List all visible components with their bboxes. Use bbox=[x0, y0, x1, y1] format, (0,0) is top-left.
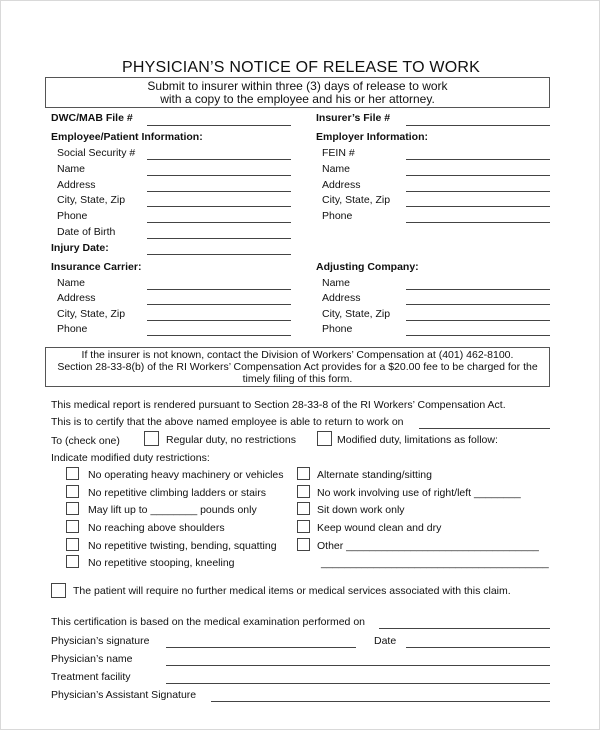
certification-basis-label: This certification is based on the medical examination performed on bbox=[51, 616, 365, 628]
restriction-checkbox[interactable] bbox=[66, 538, 79, 551]
no-further-medical-label: The patient will require no further medical items or medical services associated with this claim. bbox=[73, 585, 511, 597]
employee-city-field[interactable] bbox=[147, 206, 291, 207]
treatment-facility-label: Treatment facility bbox=[51, 671, 131, 683]
employer-name-label: Name bbox=[322, 163, 351, 175]
no-further-medical-checkbox[interactable] bbox=[51, 583, 66, 598]
employee-phone-field[interactable] bbox=[147, 222, 291, 223]
restriction-checkbox[interactable] bbox=[297, 538, 310, 551]
injury-date-field[interactable] bbox=[147, 254, 291, 255]
carrier-city-field[interactable] bbox=[147, 320, 291, 321]
regular-duty-label: Regular duty, no restrictions bbox=[166, 434, 296, 446]
employee-address-label: Address bbox=[57, 179, 96, 191]
notice-line-3: timely filing of this form. bbox=[242, 373, 353, 385]
restriction-checkbox[interactable] bbox=[297, 485, 310, 498]
adjuster-name-field[interactable] bbox=[406, 289, 550, 290]
assistant-signature-label: Physician’s Assistant Signature bbox=[51, 689, 197, 701]
instruction-line-2: with a copy to the employee and his or her attorney. bbox=[160, 92, 435, 106]
physician-name-label: Physician’s name bbox=[51, 653, 133, 665]
adjuster-city-field[interactable] bbox=[406, 320, 550, 321]
modified-duty-checkbox[interactable] bbox=[317, 431, 332, 446]
employer-phone-field[interactable] bbox=[406, 222, 550, 223]
notice-line-2: Section 28-33-8(b) of the RI Workers’ Compensation Act provides for a $20.00 fee to be charged for the bbox=[57, 361, 538, 373]
carrier-name-field[interactable] bbox=[147, 289, 291, 290]
carrier-city-label: City, State, Zip bbox=[57, 308, 126, 320]
dwc-file-label: DWC/MAB File # bbox=[51, 112, 133, 124]
restriction-checkbox[interactable] bbox=[66, 467, 79, 480]
adjuster-address-field[interactable] bbox=[406, 304, 550, 305]
restriction-label: May lift up to ________ pounds only bbox=[88, 504, 257, 516]
date-label: Date bbox=[374, 635, 397, 647]
modified-duty-label: Modified duty, limitations as follow: bbox=[337, 434, 498, 446]
adjuster-address-label: Address bbox=[322, 292, 361, 304]
restriction-checkbox[interactable] bbox=[297, 467, 310, 480]
physician-signature-label: Physician’s signature bbox=[51, 635, 150, 647]
carrier-address-field[interactable] bbox=[147, 304, 291, 305]
adjuster-name-label: Name bbox=[322, 277, 351, 289]
employer-city-field[interactable] bbox=[406, 206, 550, 207]
ssn-label: Social Security # bbox=[57, 147, 136, 159]
fein-label: FEIN # bbox=[322, 147, 355, 159]
physician-signature-field[interactable] bbox=[166, 647, 356, 648]
restriction-checkbox[interactable] bbox=[66, 502, 79, 515]
instruction-line-1: Submit to insurer within three (3) days of release to work bbox=[147, 79, 448, 93]
employer-address-field[interactable] bbox=[406, 191, 550, 192]
employee-name-label: Name bbox=[57, 163, 86, 175]
employer-city-label: City, State, Zip bbox=[322, 194, 391, 206]
fein-field[interactable] bbox=[406, 159, 550, 160]
assistant-signature-field[interactable] bbox=[211, 701, 550, 702]
restriction-checkbox[interactable] bbox=[297, 502, 310, 515]
employee-phone-label: Phone bbox=[57, 210, 88, 222]
adjuster-phone-label: Phone bbox=[322, 323, 353, 335]
restriction-label: No repetitive twisting, bending, squatting bbox=[88, 540, 277, 552]
restriction-checkbox[interactable] bbox=[66, 520, 79, 533]
carrier-address-label: Address bbox=[57, 292, 96, 304]
return-to-work-date-field[interactable] bbox=[419, 428, 550, 429]
employee-name-field[interactable] bbox=[147, 175, 291, 176]
certify-statement: This is to certify that the above named employee is able to return to work on bbox=[51, 416, 404, 428]
dob-label: Date of Birth bbox=[57, 226, 116, 238]
restriction-label: No repetitive climbing ladders or stairs bbox=[88, 487, 266, 499]
instruction-box bbox=[45, 77, 550, 108]
indicate-restrictions-label: Indicate modified duty restrictions: bbox=[51, 452, 210, 464]
notice-line-1: If the insurer is not known, contact the Division of Workers’ Compensation at (401) 462-8100. bbox=[81, 349, 514, 361]
insurance-carrier-heading: Insurance Carrier: bbox=[51, 261, 142, 273]
employer-name-field[interactable] bbox=[406, 175, 550, 176]
report-statement: This medical report is rendered pursuant to Section 28-33-8 of the RI Workers’ Compensation Act. bbox=[51, 399, 506, 411]
insurer-file-label: Insurer’s File # bbox=[316, 112, 391, 124]
treatment-facility-field[interactable] bbox=[166, 683, 550, 684]
employee-info-heading: Employee/Patient Information: bbox=[51, 131, 203, 143]
restriction-label: No repetitive stooping, kneeling bbox=[88, 557, 235, 569]
restriction-label: Sit down work only bbox=[317, 504, 405, 516]
examination-date-field[interactable] bbox=[379, 628, 550, 629]
carrier-phone-label: Phone bbox=[57, 323, 88, 335]
restriction-label: _______________________________________ bbox=[321, 557, 549, 569]
restriction-label: No operating heavy machinery or vehicles bbox=[88, 469, 284, 481]
signature-date-field[interactable] bbox=[406, 647, 550, 648]
restriction-label: Keep wound clean and dry bbox=[317, 522, 442, 534]
to-check-one-label: To (check one) bbox=[51, 435, 120, 447]
form-title: PHYSICIAN’S NOTICE OF RELEASE TO WORK bbox=[122, 59, 480, 76]
carrier-name-label: Name bbox=[57, 277, 86, 289]
restriction-label: Alternate standing/sitting bbox=[317, 469, 432, 481]
restriction-checkbox[interactable] bbox=[297, 520, 310, 533]
injury-date-label: Injury Date: bbox=[51, 242, 109, 254]
employee-address-field[interactable] bbox=[147, 191, 291, 192]
restriction-checkbox[interactable] bbox=[66, 485, 79, 498]
dwc-file-field[interactable] bbox=[147, 125, 291, 126]
regular-duty-checkbox[interactable] bbox=[144, 431, 159, 446]
restriction-label: No reaching above shoulders bbox=[88, 522, 225, 534]
carrier-phone-field[interactable] bbox=[147, 335, 291, 336]
adjuster-city-label: City, State, Zip bbox=[322, 308, 391, 320]
employee-city-label: City, State, Zip bbox=[57, 194, 126, 206]
restriction-label: No work involving use of right/left ________ bbox=[317, 487, 521, 499]
adjuster-phone-field[interactable] bbox=[406, 335, 550, 336]
employer-address-label: Address bbox=[322, 179, 361, 191]
notice-box bbox=[45, 347, 550, 387]
employer-phone-label: Phone bbox=[322, 210, 353, 222]
dob-field[interactable] bbox=[147, 238, 291, 239]
physician-name-field[interactable] bbox=[166, 665, 550, 666]
insurer-file-field[interactable] bbox=[406, 125, 550, 126]
ssn-field[interactable] bbox=[147, 159, 291, 160]
adjusting-company-heading: Adjusting Company: bbox=[316, 261, 419, 273]
restriction-label: Other _________________________________ bbox=[317, 540, 539, 552]
restriction-checkbox[interactable] bbox=[66, 555, 79, 568]
employer-info-heading: Employer Information: bbox=[316, 131, 429, 143]
